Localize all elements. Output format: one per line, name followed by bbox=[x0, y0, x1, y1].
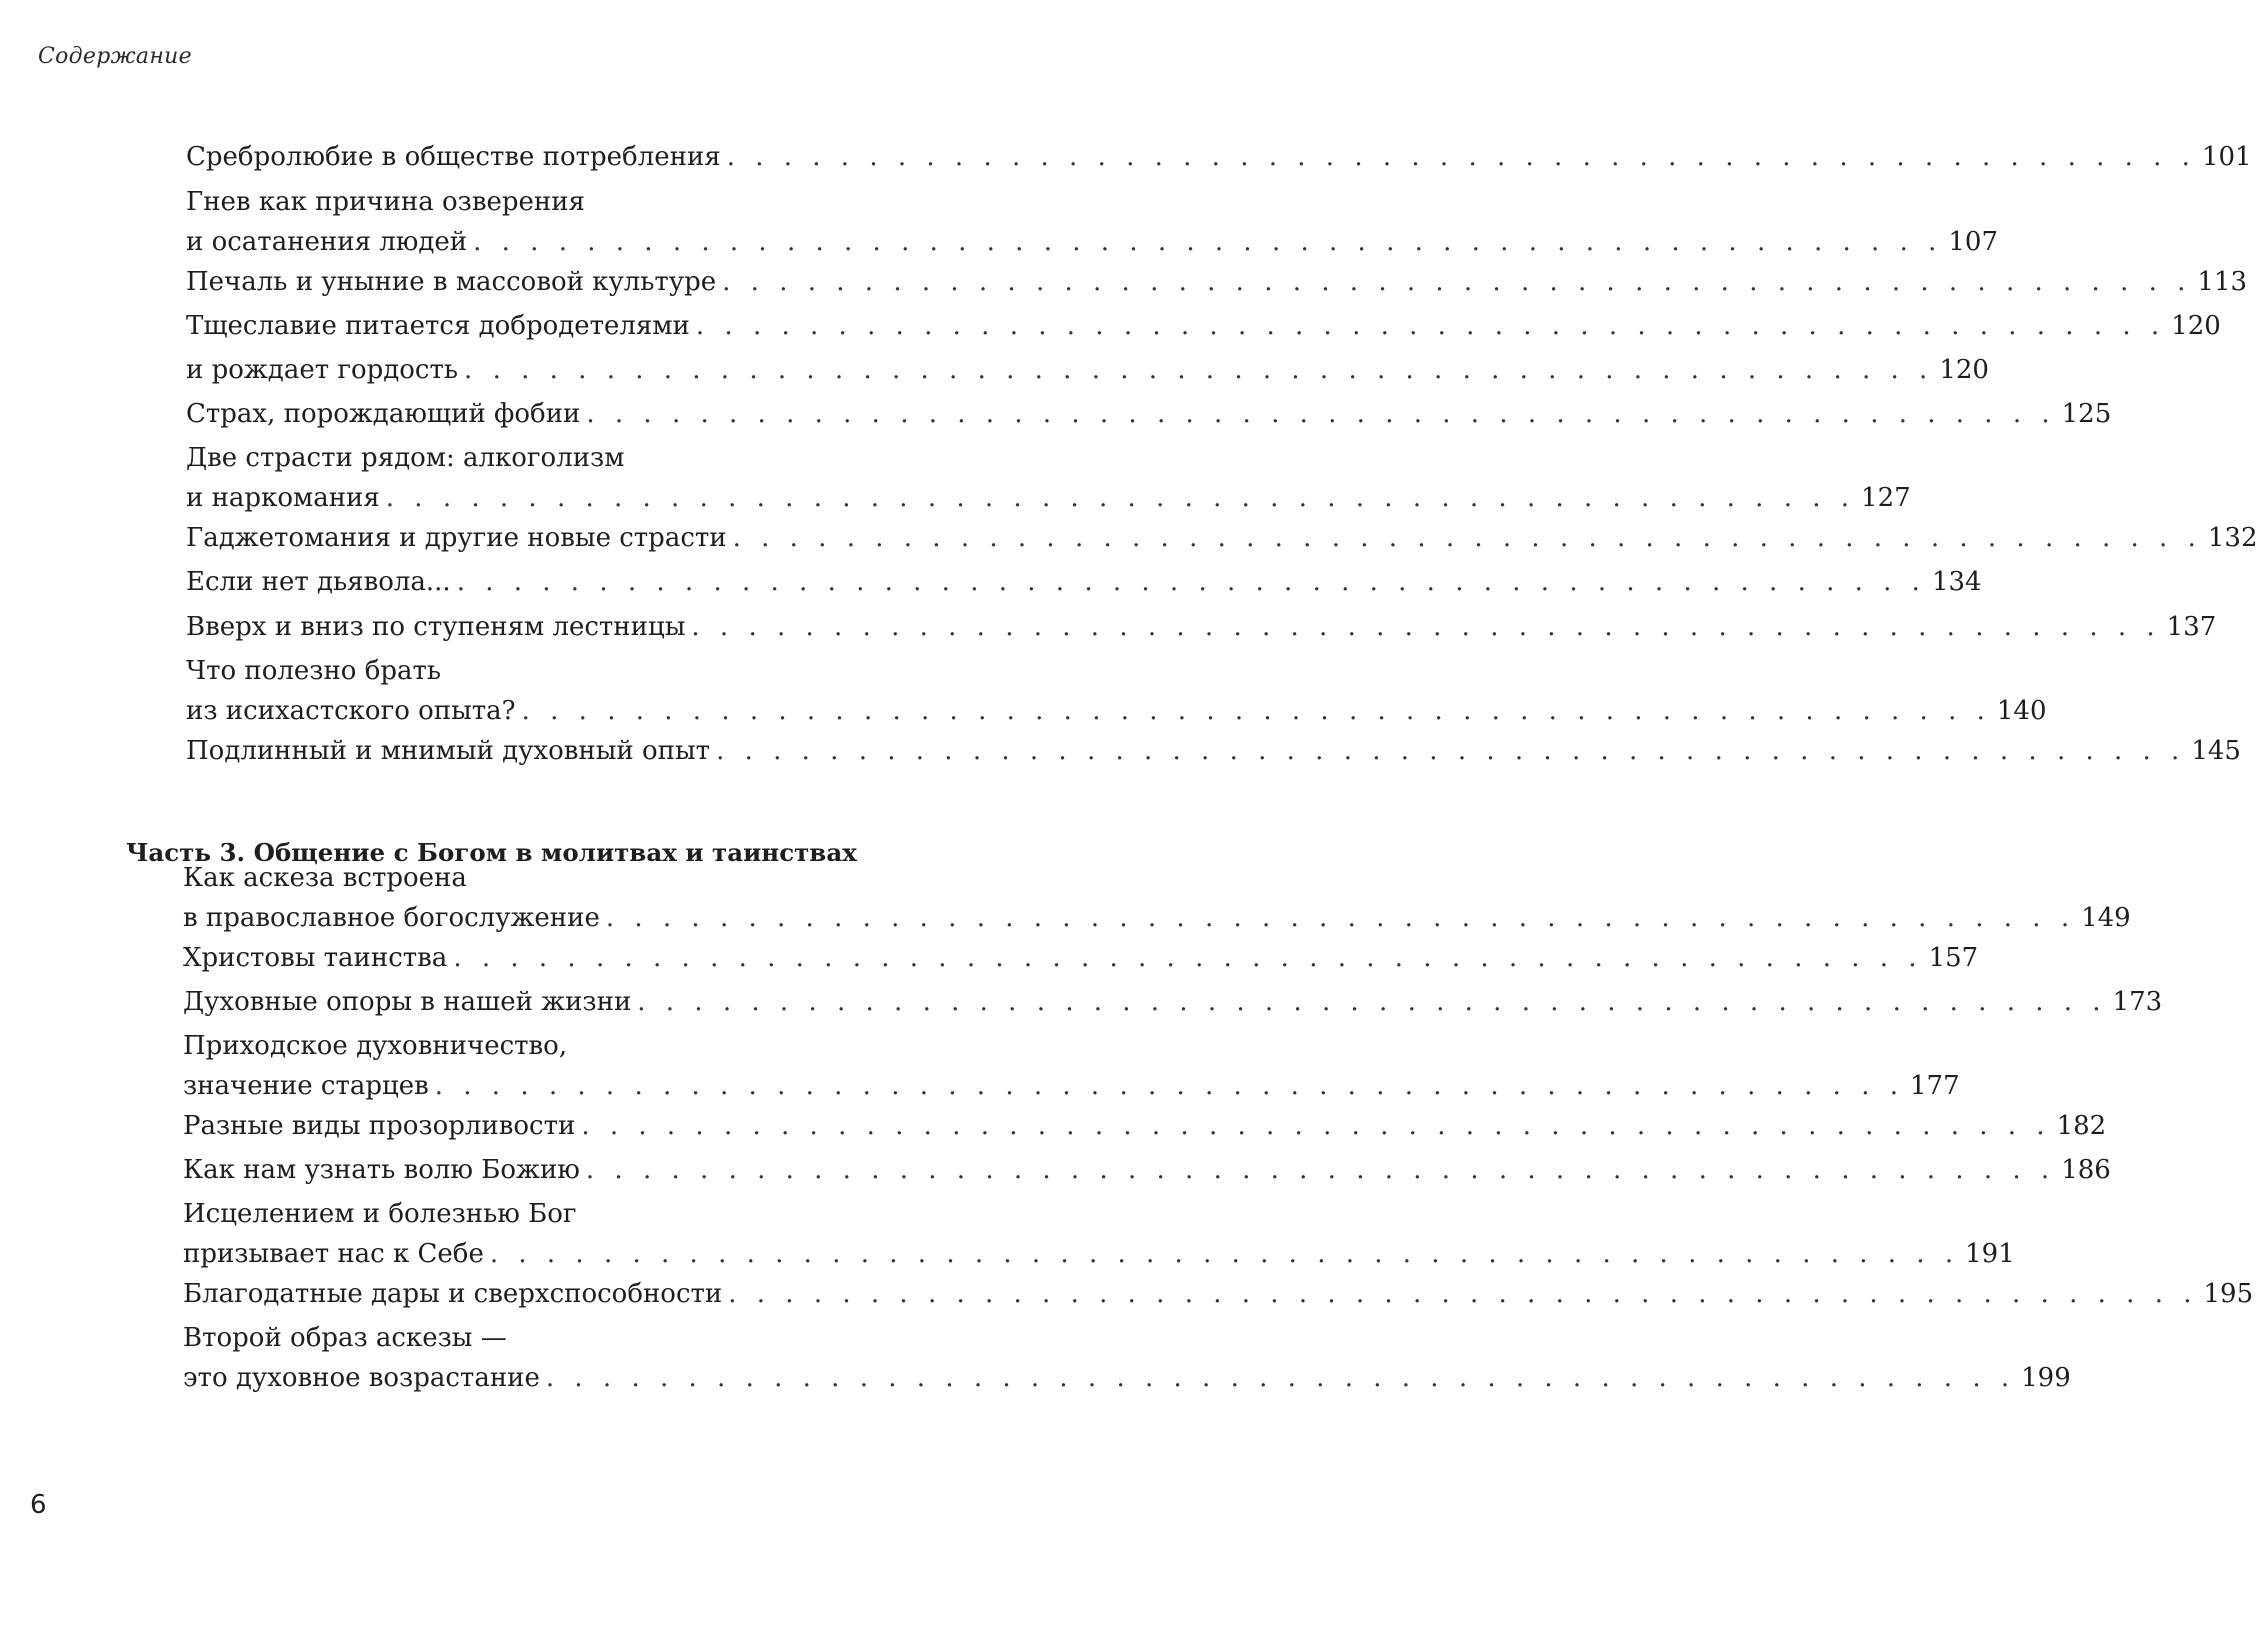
dot-leader: . . . . . . . . . . . . . . . . . . . . . . . . . . . . . . . . . . . . . . . . . . . . . . . . . . . . bbox=[434, 1071, 1904, 1101]
toc-entry-title: Тщеславие питается добродетелями bbox=[186, 311, 690, 341]
toc-entry-title-line-1: Приходское духовничество, bbox=[183, 1031, 568, 1061]
toc-entry-title: Как нам узнать волю Божию bbox=[183, 1155, 580, 1185]
toc-entry-title: Разные виды прозорливости bbox=[183, 1111, 576, 1141]
toc-entry-page-number: 191 bbox=[1965, 1239, 2015, 1269]
toc-entry[interactable] bbox=[186, 137, 2252, 177]
toc-entry-title: Христовы таинства bbox=[183, 943, 448, 973]
dot-leader: . . . . . . . . . . . . . . . . . . . . . . . . . . . . . . . . . . . . . . . . . . . . . . . . . . . . bbox=[489, 1239, 1960, 1269]
toc-entry-title-line-2: призывает нас к Себе bbox=[183, 1239, 484, 1269]
dot-leader: . . . . . . . . . . . . . . . . . . . . . . . . . . . . . . . . . . . . . . . . . . . . . . . . . . . . bbox=[545, 1363, 2016, 1393]
dot-leader: . . . . . . . . . . . . . . . . . . . . . . . . . . . . . . . . . . . . . . . . . . . . . . . . . . . . bbox=[722, 267, 2192, 297]
toc-entry[interactable] bbox=[186, 518, 2258, 558]
toc-entry-title-line-1: Второй образ аскезы — bbox=[183, 1323, 507, 1353]
toc-entry-title-line-1: Гнев как причина озверения bbox=[186, 187, 585, 217]
toc-entry[interactable] bbox=[186, 607, 2217, 647]
toc-entry-title: Гаджетомания и другие новые страсти bbox=[186, 523, 727, 553]
toc-entry-title-line-1: Исцелением и болезнью Бог bbox=[183, 1199, 577, 1229]
dot-leader: . . . . . . . . . . . . . . . . . . . . . . . . . . . . . . . . . . . . . . . . . . . . . . . . . . . . bbox=[581, 1111, 2051, 1141]
toc-entry[interactable] bbox=[186, 731, 2241, 771]
toc-entry-page-number: 140 bbox=[1996, 696, 2047, 726]
toc-entry[interactable] bbox=[186, 651, 2047, 731]
toc-entry-page-number: 186 bbox=[2061, 1155, 2111, 1185]
toc-entry[interactable] bbox=[183, 1026, 1960, 1106]
toc-entry-page-number: 120 bbox=[1939, 355, 1989, 385]
toc-entry-title: Сребролюбие в обществе потребления bbox=[186, 142, 721, 172]
toc-entry-page-number: 137 bbox=[2166, 612, 2217, 642]
toc-entry[interactable] bbox=[183, 1274, 2254, 1314]
toc-entry[interactable] bbox=[186, 182, 1999, 262]
dot-leader: . . . . . . . . . . . . . . . . . . . . . . . . . . . . . . . . . . . . . . . . . . . . . . . . . . . . bbox=[605, 903, 2076, 933]
toc-entry[interactable] bbox=[183, 938, 1979, 978]
toc-entry-page-number: 182 bbox=[2056, 1111, 2107, 1141]
toc-entry-page-number: 134 bbox=[1931, 567, 1982, 597]
toc-entry-page-number: 149 bbox=[2081, 903, 2131, 933]
toc-entry-title-line-2: значение старцев bbox=[183, 1071, 429, 1101]
toc-entry-page-number: 120 bbox=[2171, 311, 2221, 341]
toc-entry-title: и рождает гордость bbox=[186, 355, 459, 385]
toc-entry[interactable] bbox=[183, 1150, 2111, 1190]
toc-entry[interactable] bbox=[183, 1194, 2015, 1274]
dot-leader: . . . . . . . . . . . . . . . . . . . . . . . . . . . . . . . . . . . . . . . . . . . . . . . . . . . . bbox=[726, 142, 2196, 172]
dot-leader: . . . . . . . . . . . . . . . . . . . . . . . . . . . . . . . . . . . . . . . . . . . . . . . . . . . . bbox=[691, 612, 2161, 642]
toc-entry[interactable] bbox=[183, 982, 2163, 1022]
toc-entry-title: Печаль и уныние в массовой культуре bbox=[186, 267, 717, 297]
toc-entry-page-number: 173 bbox=[2112, 987, 2163, 1017]
toc-entry-title-line-2: в православное богослужение bbox=[183, 903, 600, 933]
dot-leader: . . . . . . . . . . . . . . . . . . . . . . . . . . . . . . . . . . . . . . . . . . . . . . . . . . . . bbox=[716, 736, 2186, 766]
dot-leader: . . . . . . . . . . . . . . . . . . . . . . . . . . . . . . . . . . . . . . . . . . . . . . . . . . . . bbox=[695, 311, 2166, 341]
toc-entry[interactable] bbox=[183, 1318, 2071, 1398]
toc-entry-page-number: 127 bbox=[1861, 483, 1911, 513]
dot-leader: . . . . . . . . . . . . . . . . . . . . . . . . . . . . . . . . . . . . . . . . . . . . . . . . . . . . bbox=[585, 1155, 2056, 1185]
toc-entry-title-line-2: это духовное возрастание bbox=[183, 1363, 540, 1393]
toc-entry-title-line-1: Как аскеза встроена bbox=[183, 863, 467, 893]
toc-entry[interactable] bbox=[183, 1106, 2107, 1146]
toc-entry-page-number: 113 bbox=[2197, 267, 2248, 297]
toc-entry-page-number: 199 bbox=[2021, 1363, 2071, 1393]
toc-entry[interactable] bbox=[186, 438, 1911, 518]
toc-entry-title-line-1: Что полезно брать bbox=[186, 656, 442, 686]
toc-entry-page-number: 125 bbox=[2061, 399, 2112, 429]
dot-leader: . . . . . . . . . . . . . . . . . . . . . . . . . . . . . . . . . . . . . . . . . . . . . . . . . . . . bbox=[728, 1279, 2198, 1309]
toc-entry-title: Страх, порождающий фобии bbox=[186, 399, 581, 429]
dot-leader: . . . . . . . . . . . . . . . . . . . . . . . . . . . . . . . . . . . . . . . . . . . . . . . . . . . . bbox=[456, 567, 1926, 597]
dot-leader: . . . . . . . . . . . . . . . . . . . . . . . . . . . . . . . . . . . . . . . . . . . . . . . . . . . . bbox=[637, 987, 2107, 1017]
running-head: Содержание bbox=[38, 44, 192, 69]
toc-entry-page-number: 145 bbox=[2191, 736, 2241, 766]
toc-entry-title-line-2: из исихастского опыта? bbox=[186, 696, 516, 726]
toc-entry[interactable] bbox=[186, 350, 1989, 390]
toc-entry-page-number: 177 bbox=[1910, 1071, 1960, 1101]
toc-entry-title-line-2: и осатанения людей bbox=[186, 227, 468, 257]
toc-entry-page-number: 157 bbox=[1928, 943, 1979, 973]
toc-entry-title-line-1: Две страсти рядом: алкоголизм bbox=[186, 443, 625, 473]
dot-leader: . . . . . . . . . . . . . . . . . . . . . . . . . . . . . . . . . . . . . . . . . . . . . . . . . . . . bbox=[464, 355, 1934, 385]
toc-entry[interactable] bbox=[186, 394, 2112, 434]
toc-entry-page-number: 195 bbox=[2203, 1279, 2254, 1309]
toc-entry-title: Вверх и вниз по ступеням лестницы bbox=[186, 612, 686, 642]
toc-entry-page-number: 107 bbox=[1948, 227, 1999, 257]
toc-entry-page-number: 132 bbox=[2207, 523, 2258, 553]
toc-entry[interactable] bbox=[183, 858, 2131, 938]
dot-leader: . . . . . . . . . . . . . . . . . . . . . . . . . . . . . . . . . . . . . . . . . . . . . . . . . . . . bbox=[473, 227, 1943, 257]
dot-leader: . . . . . . . . . . . . . . . . . . . . . . . . . . . . . . . . . . . . . . . . . . . . . . . . . . . . bbox=[453, 943, 1923, 973]
dot-leader: . . . . . . . . . . . . . . . . . . . . . . . . . . . . . . . . . . . . . . . . . . . . . . . . . . . . bbox=[732, 523, 2202, 553]
toc-entry-page-number: 101 bbox=[2201, 142, 2252, 172]
dot-leader: . . . . . . . . . . . . . . . . . . . . . . . . . . . . . . . . . . . . . . . . . . . . . . . . . . . . bbox=[586, 399, 2056, 429]
dot-leader: . . . . . . . . . . . . . . . . . . . . . . . . . . . . . . . . . . . . . . . . . . . . . . . . . . . . bbox=[385, 483, 1856, 513]
toc-entry[interactable] bbox=[186, 306, 2221, 346]
toc-entry-title-line-2: и наркомания bbox=[186, 483, 380, 513]
toc-entry-title: Духовные опоры в нашей жизни bbox=[183, 987, 632, 1017]
page-number: 6 bbox=[30, 1490, 47, 1520]
toc-entry-title: Если нет дьявола... bbox=[186, 567, 451, 597]
toc-entry[interactable] bbox=[186, 562, 1982, 602]
part-heading[interactable]: Часть 3. Общение с Богом в молитвах и таинствах bbox=[126, 838, 857, 867]
dot-leader: . . . . . . . . . . . . . . . . . . . . . . . . . . . . . . . . . . . . . . . . . . . . . . . . . . . . bbox=[521, 696, 1991, 726]
toc-entry-title: Благодатные дары и сверхспособности bbox=[183, 1279, 723, 1309]
toc-entry-title: Подлинный и мнимый духовный опыт bbox=[186, 736, 711, 766]
toc-entry[interactable] bbox=[186, 262, 2248, 302]
